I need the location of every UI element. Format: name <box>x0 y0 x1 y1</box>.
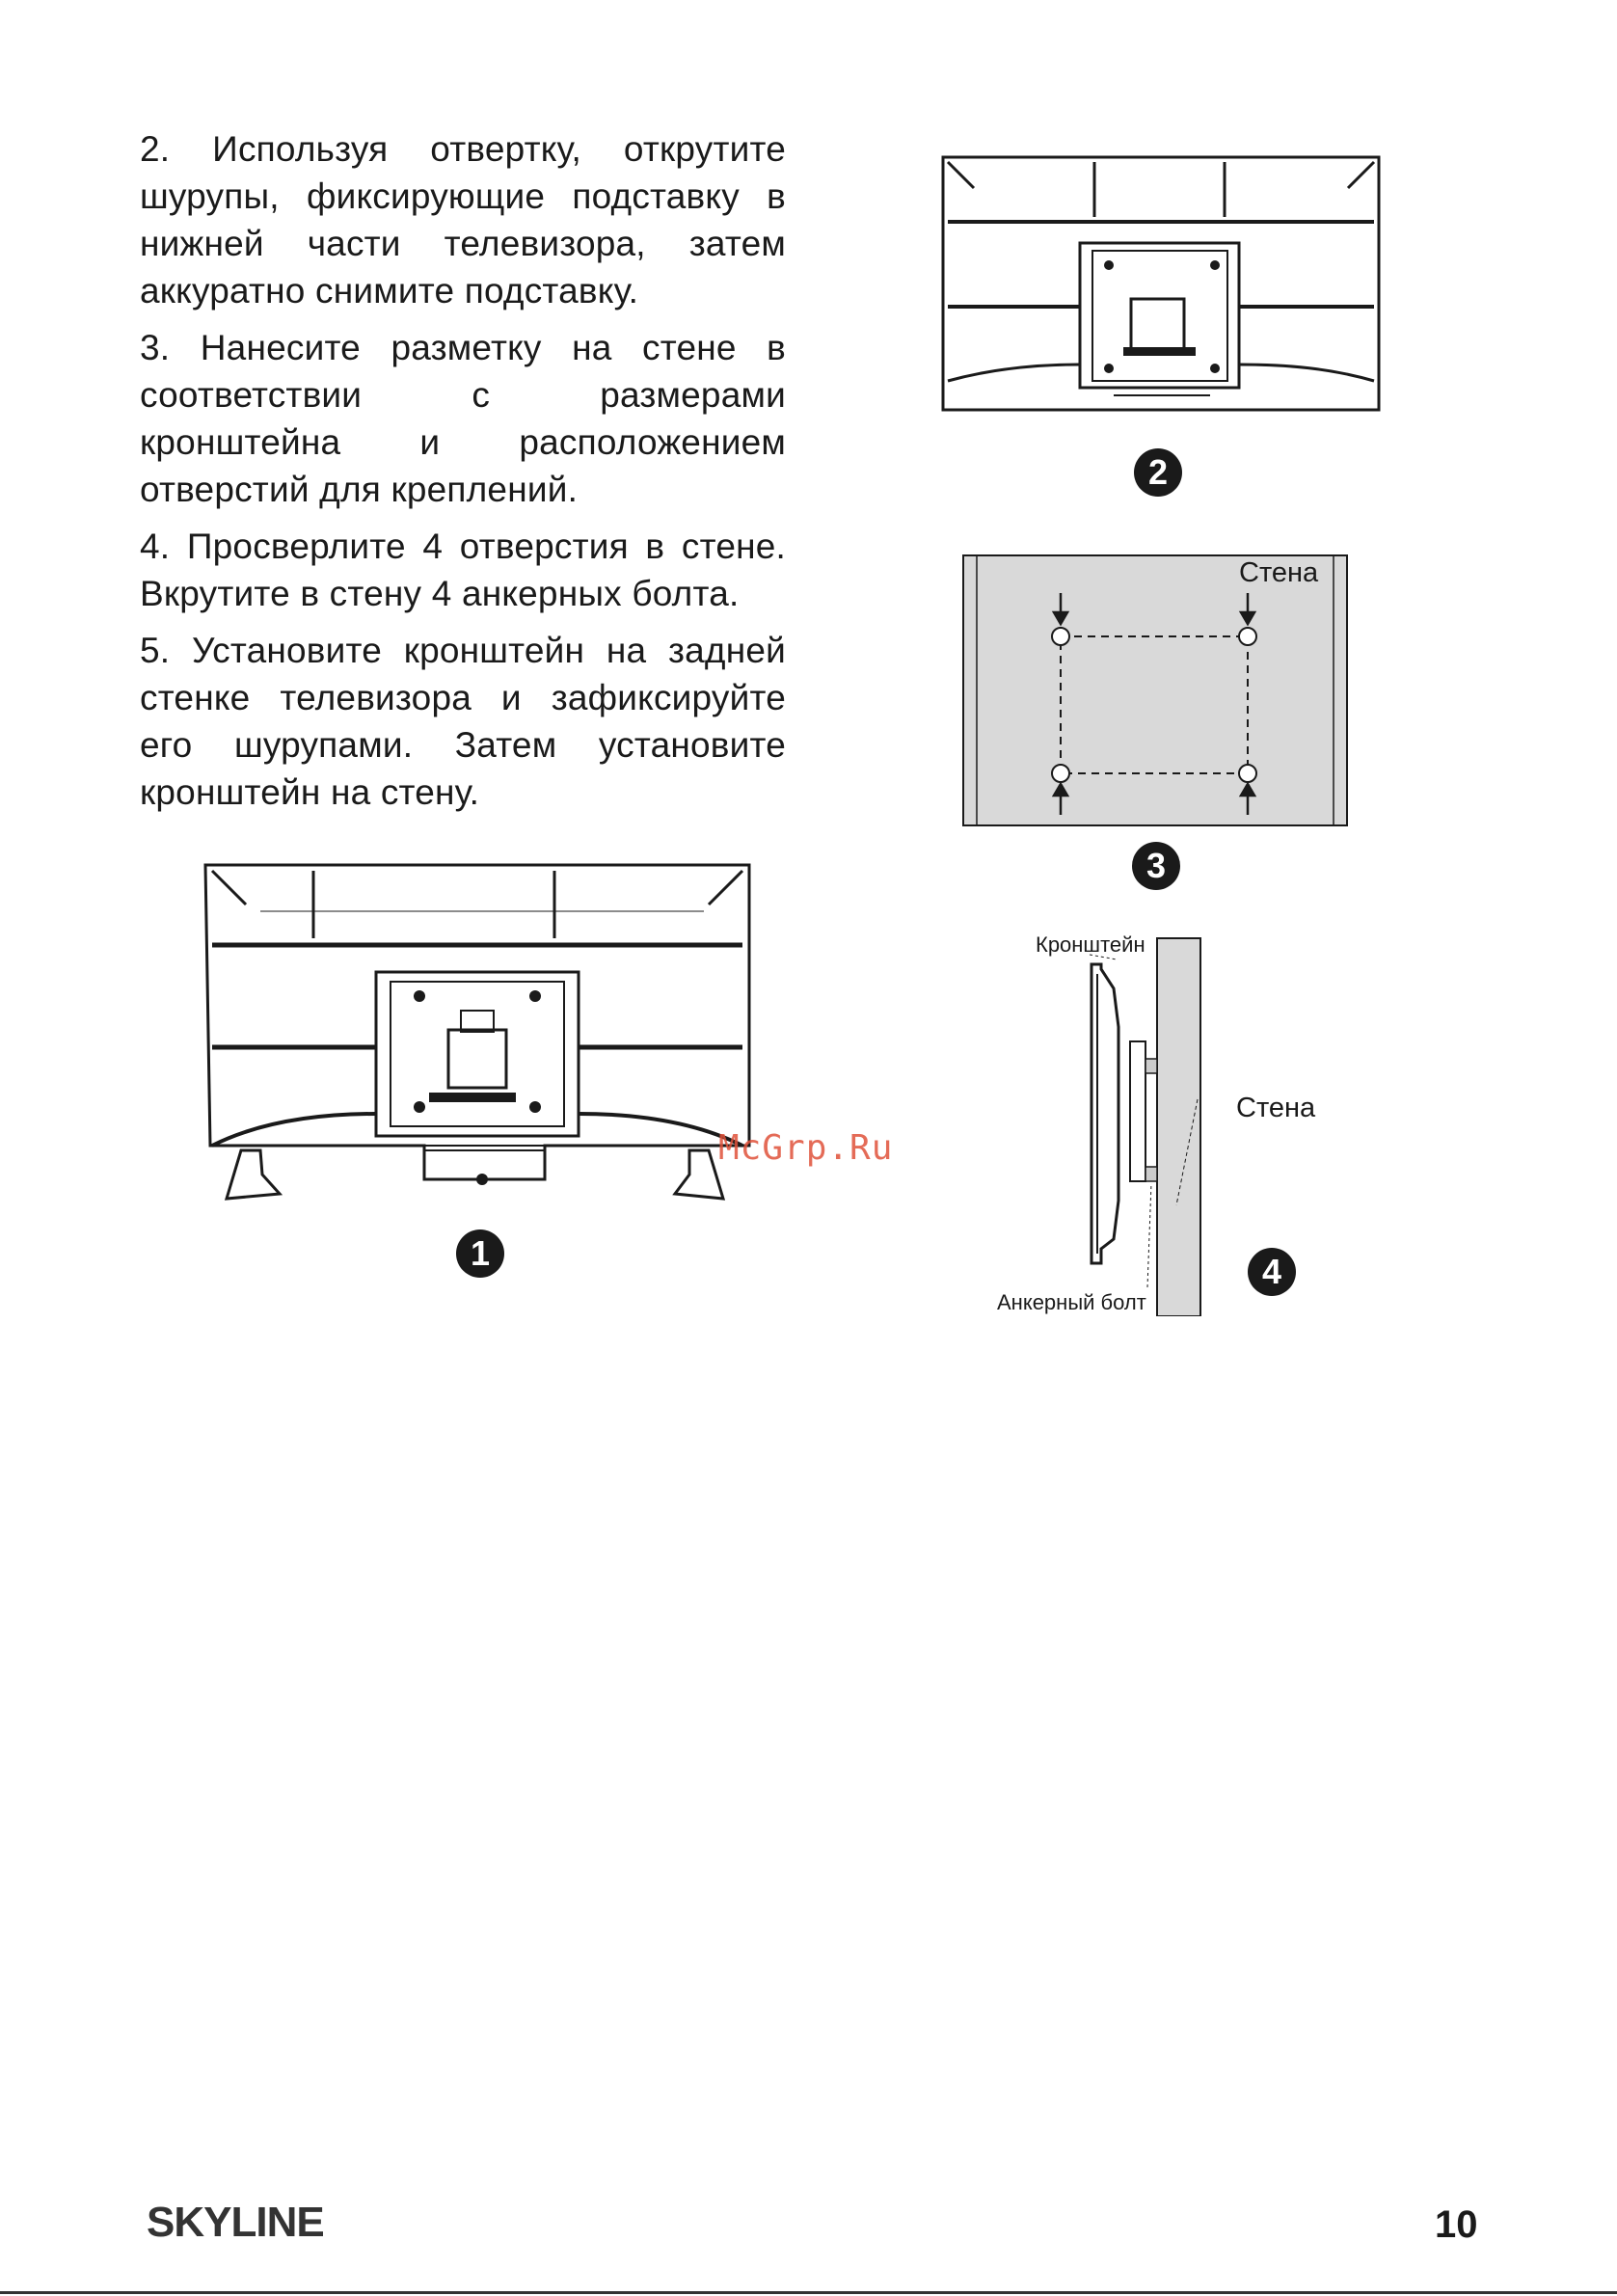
figure-2-tv-back <box>940 154 1384 415</box>
figure-4-side-view <box>1080 931 1225 1316</box>
tv-outline <box>205 865 749 1179</box>
figure-1-tv-with-stand <box>202 861 757 1228</box>
figure-4-number: 4 <box>1248 1248 1296 1296</box>
wall-panel <box>963 555 1347 825</box>
stand-right <box>675 1150 723 1199</box>
hole-bottom-right <box>1239 765 1256 782</box>
watermark-text: McGrp.Ru <box>718 1128 894 1168</box>
hole-top-right <box>1239 628 1256 645</box>
brand-logo: SKYLINE <box>147 2199 324 2246</box>
step-3-text: 3. Нанесите разметку на стене в соответствии с размерами кронштейна и расположением отверстий для креплений. <box>140 328 786 509</box>
tv-outline <box>943 157 1379 410</box>
instruction-steps <box>140 125 786 825</box>
hole-bottom-left <box>1052 765 1069 782</box>
bracket <box>1130 1041 1145 1181</box>
footer-divider <box>0 2291 1617 2294</box>
wall-side <box>1157 938 1200 1316</box>
stand-left <box>227 1150 280 1199</box>
figure-4-bracket-label: Кронштейн <box>1036 932 1145 957</box>
step-4-text: 4. Просверлите 4 отверстия в стене. Вкрутите в стену 4 анкерных болта. <box>140 527 786 613</box>
figure-3-wall-marking <box>962 554 1348 826</box>
figure-4-wall-label: Стена <box>1236 1093 1316 1123</box>
tv-side-profile <box>1091 964 1118 1263</box>
figure-3-number: 3 <box>1132 842 1180 890</box>
step-2-text: 2. Используя отвертку, открутите шурупы, фиксирующие подставку в нижней части телевизора, затем аккуратно снимите подставку. <box>140 129 786 311</box>
page-number: 10 <box>1435 2203 1478 2246</box>
figure-1-number: 1 <box>456 1229 504 1278</box>
figure-2-number: 2 <box>1134 448 1182 497</box>
step-5-text: 5. Установите кронштейн на задней стенке телевизора и зафиксируйте его шурупами. Затем установите кронштейн на стену. <box>140 631 786 812</box>
figure-4-bolt-label: Анкерный болт <box>997 1290 1146 1314</box>
hole-top-left <box>1052 628 1069 645</box>
figure-3-wall-label: Стена <box>1239 557 1319 588</box>
